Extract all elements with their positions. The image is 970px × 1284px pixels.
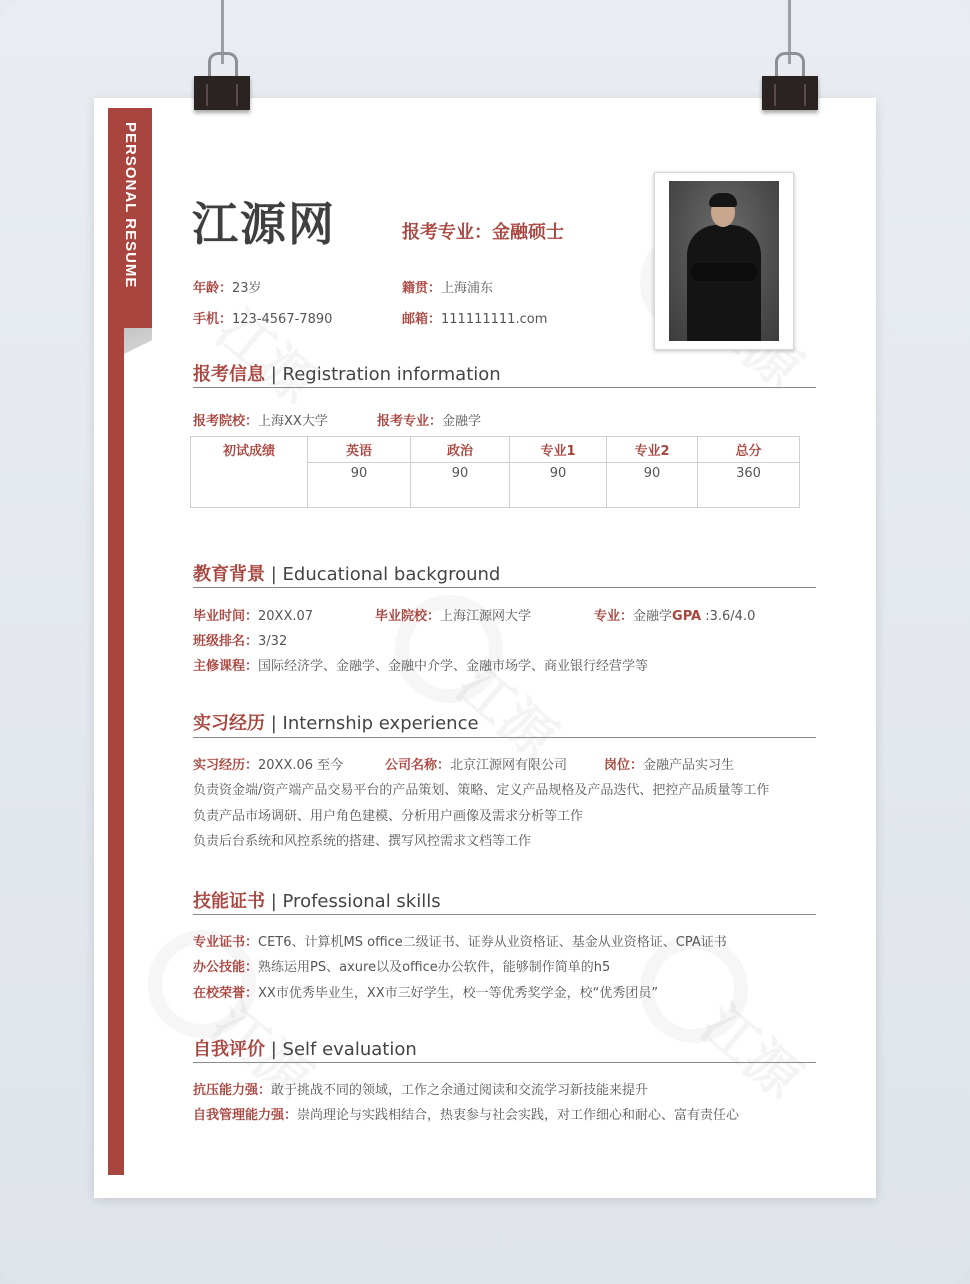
pressure-value: 敢于挑战不同的领域，工作之余通过阅读和交流学习新技能来提升 [271,1083,649,1098]
section-title-cn: 实习经历 [193,713,265,734]
intern-period-value: 20XX.06 至今 [258,758,344,773]
score-table [190,436,800,508]
section-title-self-eval [193,1035,417,1061]
grad-time-value: 20XX.07 [258,609,314,624]
score-cell: 90 [411,463,510,508]
self-manage-row [193,1104,739,1123]
score-cell: 90 [308,463,411,508]
edu-major-label: 专业： [594,609,634,624]
profile-photo [654,172,794,350]
pressure-label: 抗压能力强： [193,1083,272,1098]
position-label: 岗位： [604,758,644,773]
company-label: 公司名称： [385,758,451,773]
cert-label: 专业证书： [193,935,259,950]
office-skill-value: 熟练运用PS、axure以及office办公软件，能够制作简单的h5 [258,960,611,975]
reg-major-value: 金融学 [442,414,482,429]
honor-label: 在校荣誉： [193,986,259,1001]
age-row [193,277,262,296]
gpa-label: GPA [672,609,702,624]
origin-label: 籍贯： [402,281,442,296]
rank-value: 3/32 [258,634,288,649]
edu-major-value: 金融学 [633,609,673,624]
school-label: 报考院校： [193,414,259,429]
section-title-en: | Educational background [270,564,501,585]
score-col-header: 政治 [411,437,510,463]
personal-resume-label: PERSONAL RESUME [122,122,139,289]
phone-value: 123-4567-7890 [232,312,333,327]
section-title-en: | Registration information [270,364,501,385]
grad-school-label: 毕业院校： [375,609,441,624]
person-hair-shape [709,193,737,207]
photo-portrait [669,181,779,341]
binder-clip-left [194,76,250,110]
section-divider [193,1062,816,1063]
section-divider [193,737,816,738]
duty-line: 负责资金端/资产端产品交易平台的产品策划、策略、定义产品规格及产品迭代、把控产品质量等工作 [193,783,770,798]
section-title-education [193,560,500,586]
intern-period-row [193,754,343,773]
age-value: 23岁 [232,281,262,296]
applicant-name: 江源网 [192,197,336,251]
self-manage-label: 自我管理能力强： [193,1108,298,1123]
section-title-internship [193,709,479,735]
intern-period-label: 实习经历： [193,758,259,773]
rank-label: 班级排名： [193,634,259,649]
email-label: 邮箱： [402,312,442,327]
score-row-header: 初试成绩 [191,437,308,508]
email-value: 111111111.com [441,312,548,327]
sidebar-ribbon [108,108,152,1175]
person-arms-shape [691,263,757,281]
courses-row [193,655,648,674]
applied-major-value: 金融硕士 [492,222,564,243]
honor-row [193,982,658,1001]
position-row [604,754,734,773]
section-title-cn: 自我评价 [193,1039,265,1060]
section-divider [193,587,816,588]
section-title-skills [193,887,441,913]
score-cell: 90 [607,463,698,508]
score-cell: 90 [510,463,607,508]
phone-label: 手机： [193,312,233,327]
origin-value: 上海浦东 [441,281,494,296]
email-row [402,308,547,327]
grad-time-label: 毕业时间： [193,609,259,624]
phone-row [193,308,332,327]
section-divider [193,914,816,915]
grad-school-value: 上海江源网大学 [440,609,532,624]
score-col-header: 英语 [308,437,411,463]
section-divider [193,387,816,388]
section-title-cn: 教育背景 [193,564,265,585]
person-body-shape [687,225,761,341]
courses-value: 国际经济学、金融学、金融中介学、金融市场学、商业银行经营学等 [258,659,649,674]
reg-major-row [377,410,481,429]
gpa-value: :3.6/4.0 [701,609,756,624]
binder-clip-right [762,76,818,110]
section-title-en: | Professional skills [270,891,441,912]
section-title-en: | Self evaluation [270,1039,417,1060]
score-col-header: 专业1 [510,437,607,463]
age-label: 年龄： [193,281,233,296]
office-skill-label: 办公技能： [193,960,259,975]
rank-row [193,630,287,649]
applied-major [402,218,564,244]
section-title-en: | Internship experience [270,713,479,734]
pressure-row [193,1079,648,1098]
company-value: 北京江源网有限公司 [450,758,568,773]
self-manage-value: 崇尚理论与实践相结合，热衷参与社会实践，对工作细心和耐心、富有责任心 [297,1108,740,1123]
school-row [193,410,328,429]
office-skill-row [193,956,610,975]
grad-time-row [193,605,313,624]
school-value: 上海XX大学 [258,414,328,429]
company-row [385,754,567,773]
cert-row [193,931,727,950]
position-value: 金融产品实习生 [643,758,735,773]
grad-school-row [375,605,531,624]
section-title-cn: 报考信息 [193,364,265,385]
score-col-header: 专业2 [607,437,698,463]
score-cell: 360 [698,463,800,508]
courses-label: 主修课程： [193,659,259,674]
honor-value: XX市优秀毕业生，XX市三好学生，校一等优秀奖学金，校“优秀团员” [258,986,659,1001]
duty-line: 负责后台系统和风控系统的搭建、撰写风控需求文档等工作 [193,834,532,849]
reg-major-label: 报考专业： [377,414,443,429]
score-col-header: 总分 [698,437,800,463]
duty-line: 负责产品市场调研、用户角色建模、分析用户画像及需求分析等工作 [193,809,584,824]
edu-major-row [594,605,755,624]
section-title-registration [193,360,501,386]
origin-row [402,277,493,296]
cert-value: CET6、计算机MS office二级证书、证券从业资格证、基金从业资格证、CPA证书 [258,935,727,950]
section-title-cn: 技能证书 [193,891,265,912]
applied-major-label: 报考专业： [402,222,492,243]
